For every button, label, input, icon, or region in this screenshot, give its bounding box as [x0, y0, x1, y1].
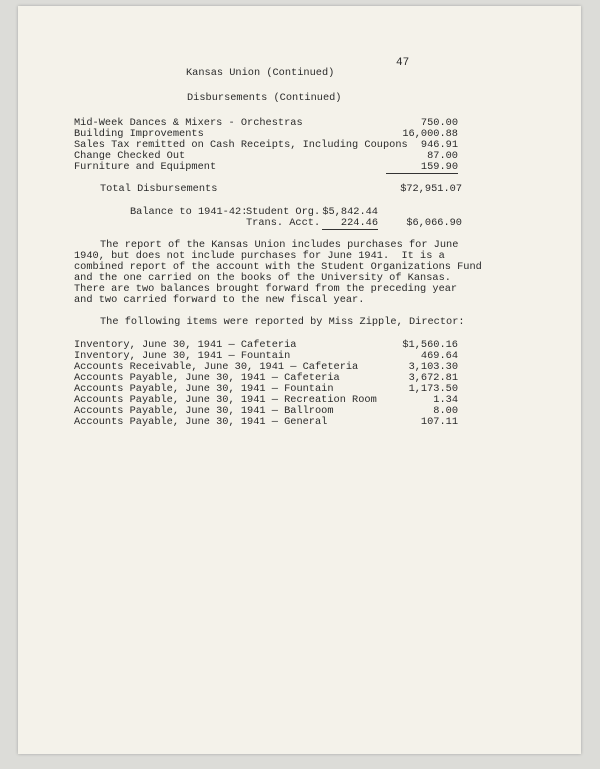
total-label: Total Disbursements: [100, 183, 218, 195]
paragraph-line: and two carried forward to the new fiscal year.: [74, 294, 365, 306]
total-amount: $72,951.07: [400, 183, 462, 195]
document-page: [18, 6, 581, 754]
disbursement-label: Building Improvements: [74, 128, 204, 140]
item-amount: 3,672.81: [408, 372, 458, 384]
item-amount: 1.34: [433, 394, 458, 406]
item-amount: $1,560.16: [402, 339, 458, 351]
disbursement-amount: 750.00: [420, 117, 458, 129]
item-amount: 1,173.50: [408, 383, 458, 395]
disbursement-amount: 87.00: [427, 150, 458, 162]
paragraph-line: and the one carried on the books of the University of Kansas.: [74, 272, 451, 284]
balance-student-label: Student Org.: [246, 206, 321, 218]
balance-student-amount: $5,842.44: [322, 206, 378, 218]
item-label: Accounts Payable, June 30, 1941 — Fountain: [74, 383, 334, 395]
paragraph-line: 1940, but does not include purchases for June 1941. It is a: [74, 250, 445, 262]
balance-trans-amount: 224.46: [322, 218, 378, 230]
item-amount: 469.64: [420, 350, 458, 362]
disbursement-label: Sales Tax remitted on Cash Receipts, Including Coupons: [74, 139, 408, 151]
balance-trans-label: Trans. Acct.: [246, 217, 321, 229]
item-amount: 8.00: [433, 405, 458, 417]
paragraph-line: The report of the Kansas Union includes purchases for June: [100, 239, 459, 251]
disbursement-label: Furniture and Equipment: [74, 161, 217, 173]
paragraph-line: combined report of the account with the Student Organizations Fund: [74, 261, 482, 273]
item-label: Inventory, June 30, 1941 — Cafeteria: [74, 339, 297, 351]
items-intro: The following items were reported by Miss Zipple, Director:: [100, 316, 465, 328]
item-amount: 3,103.30: [408, 361, 458, 373]
paragraph-line: There are two balances brought forward from the preceding year: [74, 283, 458, 295]
item-label: Accounts Receivable, June 30, 1941 — Cafeteria: [74, 361, 359, 373]
item-label: Inventory, June 30, 1941 — Fountain: [74, 350, 291, 362]
balance-label: Balance to 1941-42:: [130, 206, 248, 218]
item-label: Accounts Payable, June 30, 1941 — Cafeteria: [74, 372, 340, 384]
disbursement-amount: 16,000.88: [402, 128, 458, 140]
disbursement-label: Mid-Week Dances & Mixers - Orchestras: [74, 117, 303, 129]
balance-sum: $6,066.90: [406, 217, 462, 229]
page-title: Kansas Union (Continued): [186, 67, 335, 79]
item-label: Accounts Payable, June 30, 1941 — Ballroom: [74, 405, 334, 417]
section-subtitle: Disbursements (Continued): [187, 92, 342, 104]
item-label: Accounts Payable, June 30, 1941 — General: [74, 416, 328, 428]
disbursement-label: Change Checked Out: [74, 150, 186, 162]
page-number: 47: [396, 57, 410, 69]
disbursement-amount: 159.90: [386, 162, 458, 174]
disbursement-amount: 946.91: [420, 139, 458, 151]
item-label: Accounts Payable, June 30, 1941 — Recreation Room: [74, 394, 377, 406]
item-amount: 107.11: [420, 416, 458, 428]
